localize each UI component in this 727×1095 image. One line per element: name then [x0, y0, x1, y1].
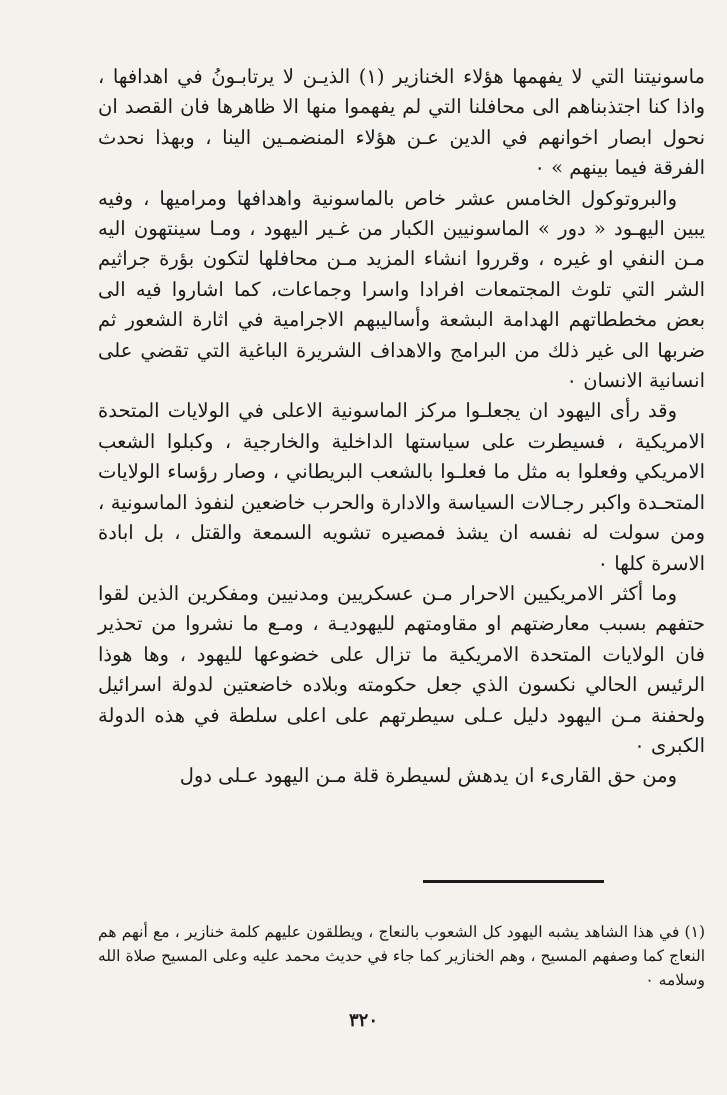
paragraph-1: ماسونيتنا التي لا يفهمها هؤلاء الخنازير (١) الذيـن لا يرتابـونُ في اهدافها ، واذا كنا اجتذبناهم الى محافلنا التي لم يفهموا منها الا ظاهرها فان القصد ان نحول ابصار اخوانهم في الدين عـن هؤلاء المنضمـين الينا ، وبهذا نحدث الفرقة فيما بينهم » ٠ — [98, 65, 706, 180]
footnote-separator — [423, 880, 604, 883]
paragraph-2: والبروتوكول الخامس عشر خاص بالماسونية واهدافها ومراميها ، وفيه يبين اليهـود « دور » الماسونيين الكبار من غـير اليهود ، ومـا سينتهون اليه مـن النفي او غيره ، وقرروا انشاء المزيد مـن محافلها لتكون بؤرة جراثيم الشر التي تلوث المجتمعات افرادا واسرا وجماعات، كما اشاروا فيه الى بعض مخططاتهم الهدامة البشعة وأساليبهم الاجرامية في اثارة الشعور ثم ضربها الى غير ذلك من البرامج والاهداف الشريرة الباغية التي تقضي على انسانية الانسان ٠ — [98, 186, 705, 393]
paragraph-5: ومن حق القارىء ان يدهش لسيطرة قلة مـن اليهود عـلى دول — [179, 764, 677, 788]
paragraph-4: وما أكثر الامريكيين الاحرار مـن عسكريين ومدنيين ومفكرين الذين لقوا حتفهم بسبب معارضتهم او مقاومتهم لليهوديـة ، ومـع ما نشروا من تحذير فان الولايات المتحدة الامريكية ما تزال على خضوعها لليهود ، وها هوذا الرئيس الحالي نكسون الذي جعل حكومته وبلاده خاضعتين لدولة اسرائيل ولحفنة مـن اليهود دليل عـلى سيطرتهم على اعلى سلطة في هذه الدولة الكبرى ٠ — [98, 581, 705, 757]
footnote: (١) في هذا الشاهد يشبه اليهود كل الشعوب بالنعاج ، ويطلقون عليهم كلمة خنازير ، مع أنهم هم النعاج كما وصفهم المسيح ، وهم الخنازير كما جاء في حديث محمد عليه وعلى المسيح صلاة الله وسلامه ٠ — [98, 922, 705, 989]
paragraph-3: وقد رأى اليهود ان يجعلـوا مركز الماسونية الاعلى في الولايات المتحدة الامريكية ، فسيطرت على سياستها الداخلية والخارجية ، وكبلوا الشعب الامريكي وفعلوا به مثل ما فعلـوا بالشعب البريطاني ، وصار رؤساء الولايات المتحـدة واكبر رجـالات السياسة والادارة والحرب خاضعين لنفوذ الماسونية ، ومن سولت له نفسه ان يشذ فمصيره تشويه السمعة والقتل ، بل ابادة الاسرة كلها ٠ — [98, 399, 705, 575]
main-text — [98, 62, 705, 792]
page-number: ٣٢٠ — [348, 1010, 378, 1031]
